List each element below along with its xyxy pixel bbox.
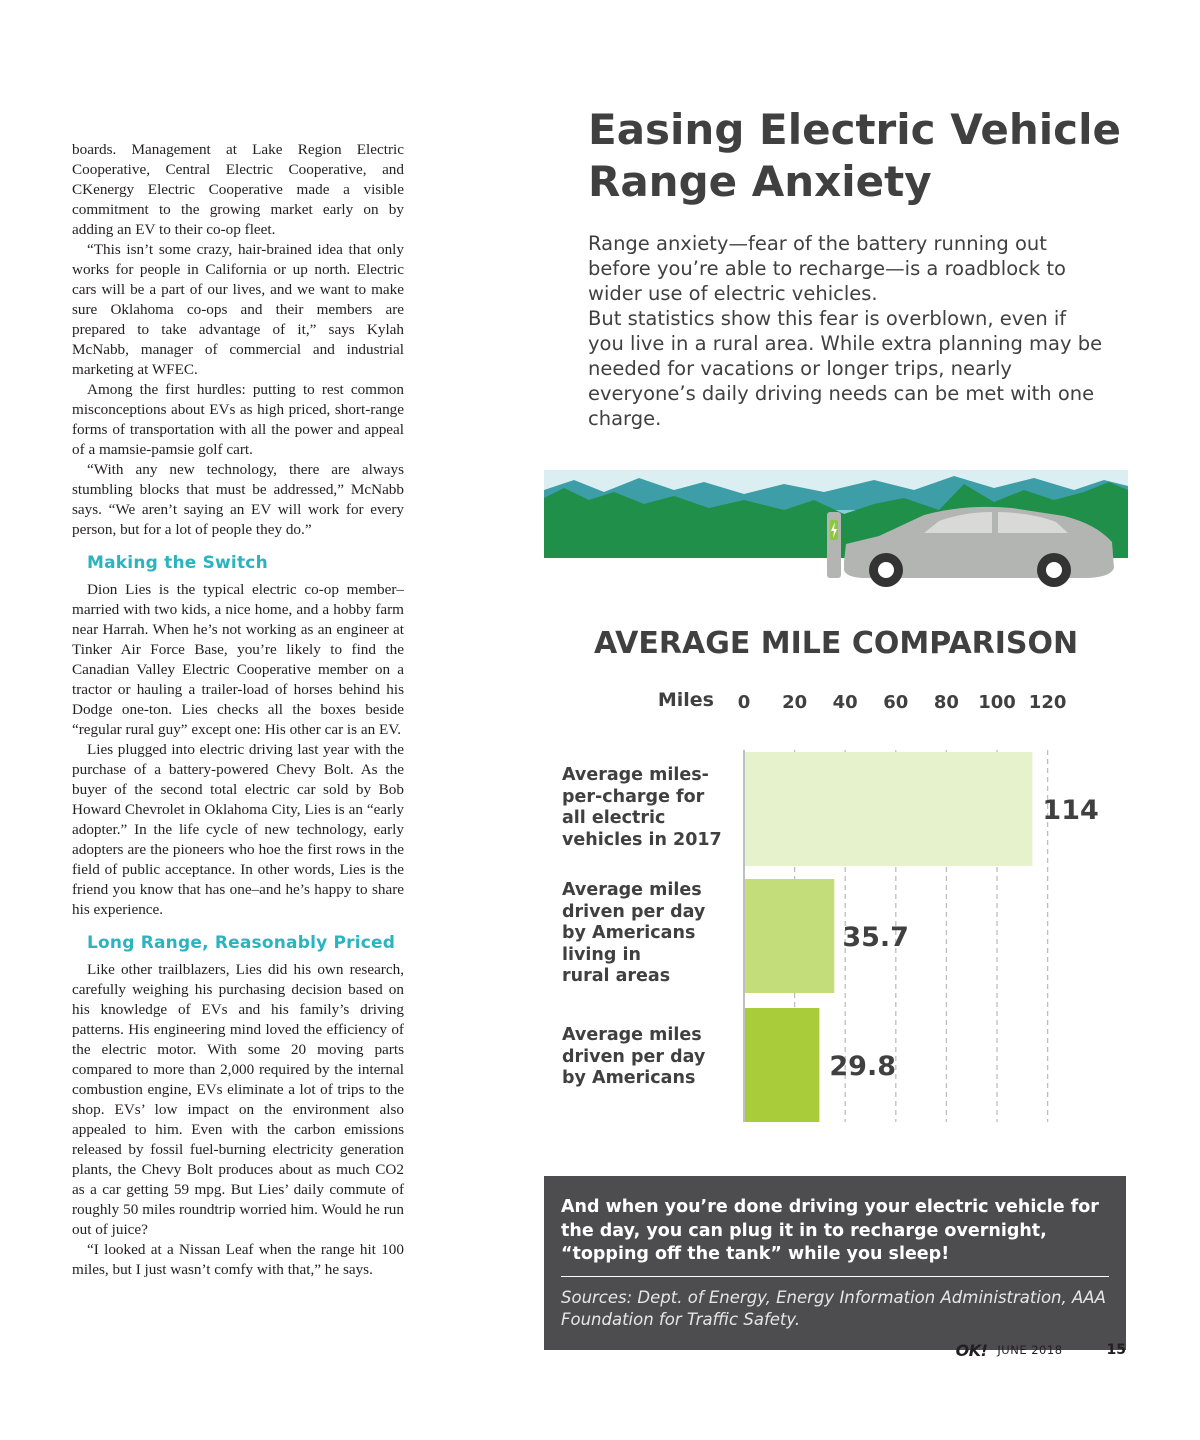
bar-label-line: by Americans [562,923,696,943]
section-heading-making-the-switch: Making the Switch [87,553,268,573]
bar [744,1008,819,1122]
bar-label-americans [562,1025,732,1090]
bar [744,752,1032,866]
x-tick-label: 0 [737,692,751,713]
bar-label-line: by Americans [562,1068,696,1088]
intro-paragraph-1: Range anxiety—fear of the battery running out before you’re able to recharge—is a roadblock to wider use of electric vehicles. [588,232,1066,305]
charging-station-icon [827,512,841,578]
bar-label-line: vehicles in 2017 [562,829,722,850]
bar-value-label: 114 [1042,795,1099,826]
x-tick-label: 100 [978,692,1016,713]
article-paragraph-6: Lies plugged into electric driving last year with the purchase of a battery-powered Chevy Bolt. As the buyer of the second total electric car sold by Bob Howard Chevrolet in Oklahoma City, Lies is an “early adopter.” In the life cycle of new technology, early adopters are the pioneers who hoe the first rows in the field of public acceptance. In other words, Lies is the friend you know that has one–and he’s happy to share his experience. [72,741,404,918]
bar-value-label: 35.7 [842,922,909,953]
x-tick-label: 60 [883,692,909,713]
article-paragraph-4: “With any new technology, there are always stumbling blocks that must be addressed,” McNabb says. “We aren’t saying an EV will work for every person, but for a lot of people they do.” [72,461,404,538]
bar-label-line: Average miles [562,880,702,900]
bar-label-line: rural areas [562,966,671,986]
infographic-title-line-2: Range Anxiety [588,157,932,206]
issue-date: JUNE 2018 [997,1343,1063,1357]
bar-label-ev-range [562,765,732,851]
magazine-logo: OK! [955,1340,988,1360]
article-paragraph-3: Among the first hurdles: putting to rest common misconceptions about EVs as high priced, short-range forms of transportation with all the power and appeal of a mamsie-pamsie golf cart. [72,381,404,458]
bar-label-line: Average miles [562,1025,702,1045]
article-paragraph-8: “I looked at a Nissan Leaf when the range hit 100 miles, but I just wasn’t comfy with that,” he says. [72,1241,404,1278]
article-paragraph-2: “This isn’t some crazy, hair-brained idea that only works for people in California or up north. Electric cars will be a part of our lives, and we want to make sure Oklahoma co-ops and their members are prepared to take advantage of it,” says Kylah McNabb, manager of commercial and industrial marketing at WFEC. [72,241,404,378]
article-paragraph-7: Like other trailblazers, Lies did his own research, carefully weighing his purchasing decision based on his knowledge of EVs and his family’s driving patterns. His engineering mind loved the efficiency of the electric motor. With some 20 moving parts compared to more than 2,000 required by the internal combustion engine, EVs eliminate a lot of trips to the shop. EVs’ low impact on the environment also appealed to him. Even with the carbon emissions released by fossil fuel-burning electricity generation plants, the Chevy Bolt produces about as much CO2 as a car getting 59 mpg. But Lies’ daily commute of roughly 50 miles roundtrip worried him. Would he run out of juice? [72,961,404,1238]
bar-label-line: Average miles- [562,765,709,785]
bar-label-line: driven per day [562,901,706,922]
bar-label-line: per-charge for [562,786,705,807]
bar-value-label: 29.8 [829,1051,897,1082]
page-footer [956,1339,1126,1361]
bar-label-rural [562,880,732,988]
chart-title: AVERAGE MILE COMPARISON [594,626,1079,661]
infographic-title-line-1: Easing Electric Vehicle [588,105,1121,154]
callout-text: And when you’re done driving your electric vehicle for the day, you can plug it in to recharge overnight, “topping off the tank” while you sleep! [561,1197,1099,1264]
infographic-intro [588,231,1108,431]
article-paragraph-1: boards. Management at Lake Region Electric Cooperative, Central Electric Cooperative, and CKenergy Electric Cooperative made a visible commitment to the growing market early on by adding an EV to their co-op fleet. [72,141,404,238]
page-number: 15 [1106,1342,1126,1358]
bar-label-line: driven per day [562,1046,706,1067]
article-paragraph-5: Dion Lies is the typical electric co-op member–married with two kids, a nice home, and a hobby farm near Harrah. When he’s not working as an engineer at Tinker Air Force Base, you’re likely to find the Canadian Valley Electric Cooperative member on a tractor or hauling a trailer-load of horses behind his Dodge one-ton. Lies checks all the boxes beside “regular rural guy” except one: His other car is an EV. [72,581,404,738]
x-tick-label: 120 [1028,692,1067,713]
article-column [72,140,404,1280]
x-tick-label: 80 [933,692,959,713]
bar-label-line: living in [562,944,641,965]
x-axis-title: Miles [657,689,714,711]
bar-label-line: all electric [562,808,666,828]
callout-box [544,1176,1126,1350]
intro-paragraph-2: But statistics show this fear is overblown, even if you live in a rural area. While extra planning may be needed for vacations or longer trips, nearly everyone’s daily driving needs can be met with one charge. [588,307,1103,430]
section-heading-long-range: Long Range, Reasonably Priced [87,933,396,953]
x-tick-label: 20 [782,692,808,713]
x-tick-label: 40 [832,692,858,713]
callout-divider [561,1276,1109,1277]
bar [744,879,834,993]
landscape-illustration [544,470,1128,590]
infographic-title [588,104,1148,208]
callout-sources: Sources: Dept. of Energy, Energy Information Administration, AAA Foundation for Traffic Safety. [561,1288,1106,1329]
